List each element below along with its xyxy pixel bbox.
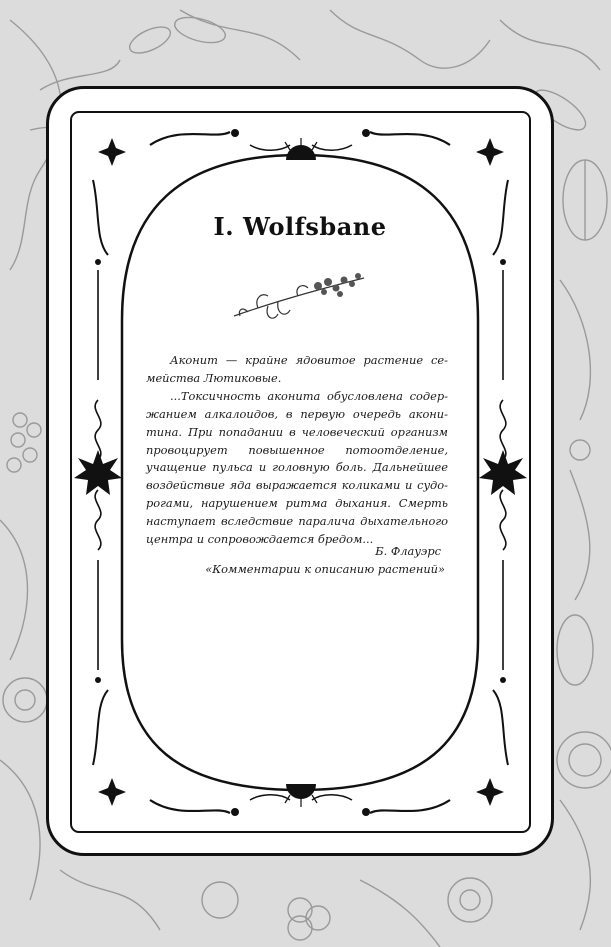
wolfsbane-sprig-icon	[228, 266, 372, 326]
quote-source: «Комментарии к описанию растений»	[205, 562, 445, 576]
card-body-text	[146, 352, 448, 549]
card-title: I. Wolfsbane	[213, 212, 387, 241]
body-paragraph-2: ...Токсичность аконита обусловлена содержанием алкалоидов, в первую очередь аконитина. При попадании в человеческий организм провоцирует повышенное потоотделение, учащение пульса и головную боль. Дальнейшее воздействие яда выражается коликами и судорогами, нарушением ритма дыхания. Смерть наступает вследствие паралича дыхательного центра и сопровождается бредом...	[146, 388, 448, 547]
quote-author: Б. Флауэрс	[375, 544, 441, 558]
body-paragraph-1: Аконит — крайне ядовитое растение семейства Лютиковые.	[146, 353, 448, 385]
